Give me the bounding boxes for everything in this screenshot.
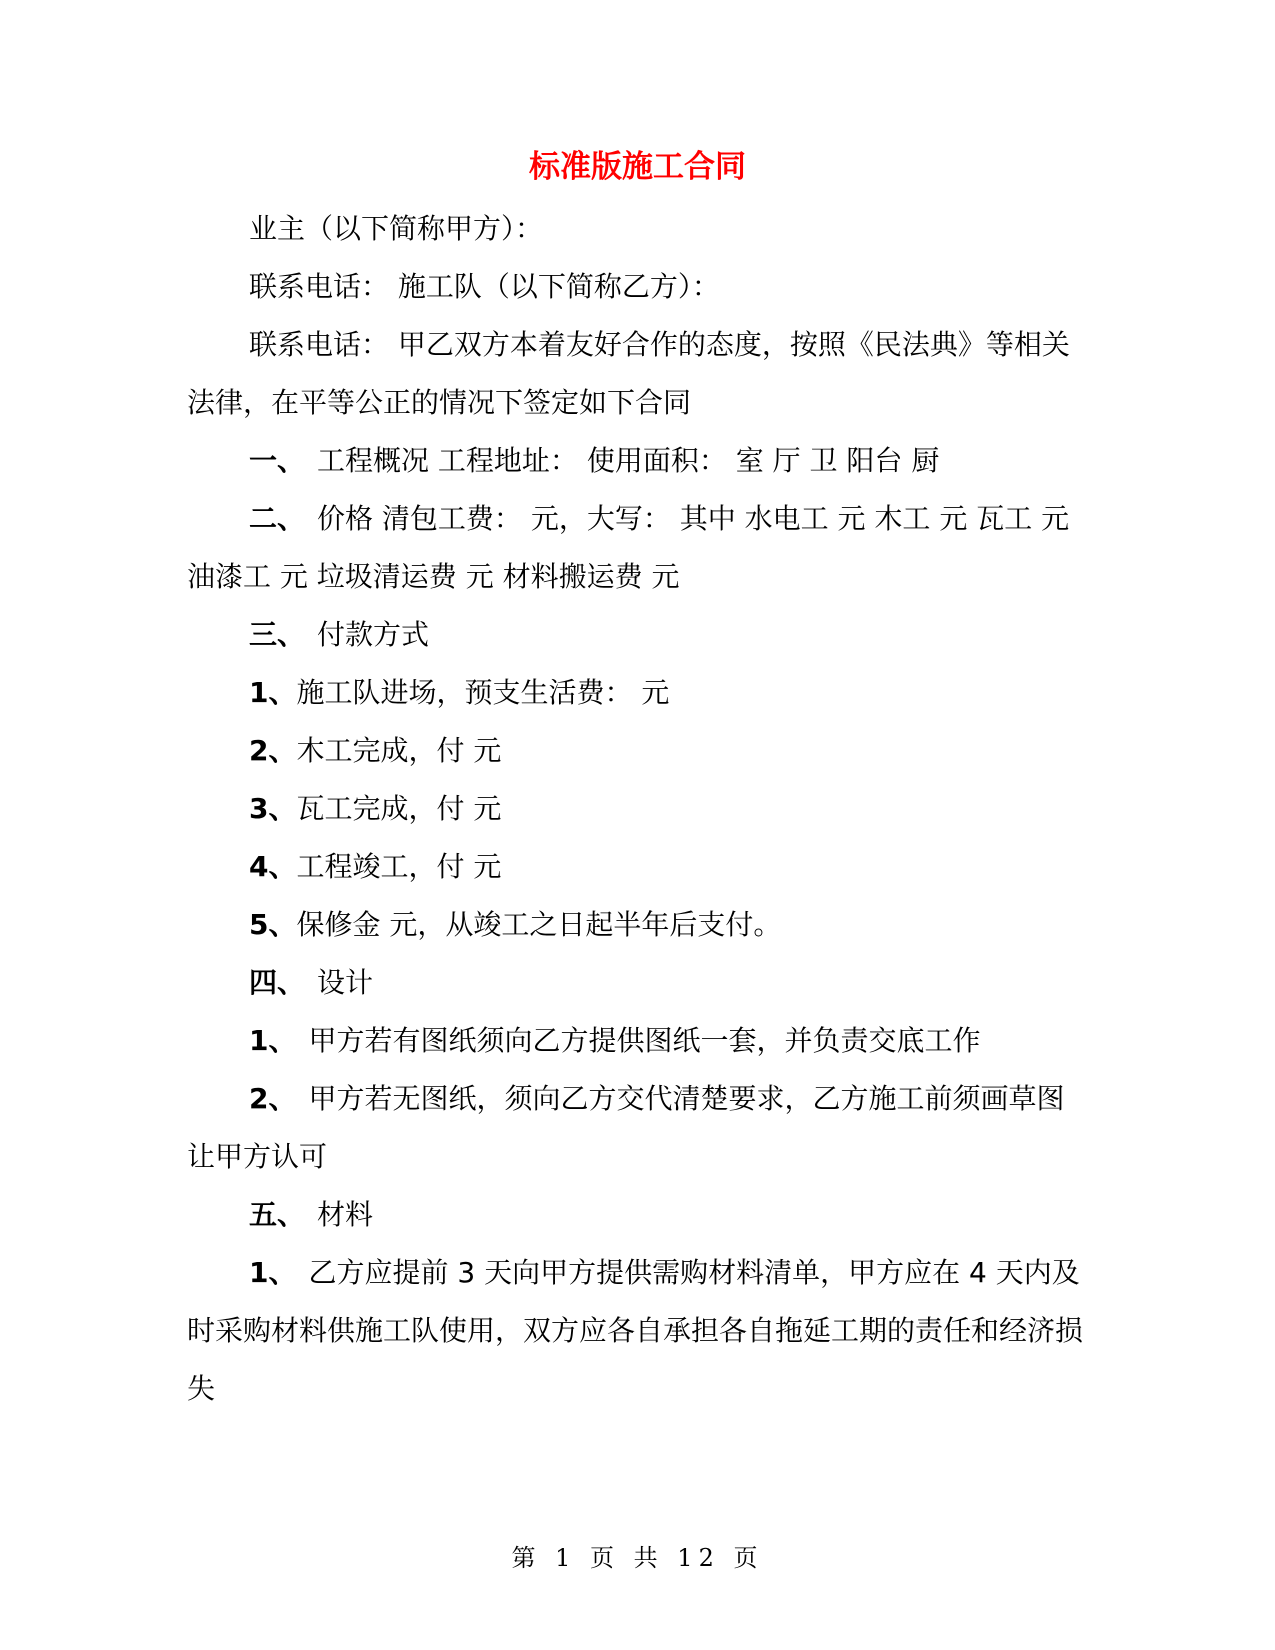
section-heading — [187, 954, 1087, 1012]
section-heading — [187, 606, 1087, 664]
section-number: 三、 — [249, 618, 306, 651]
paragraph-text: 联系电话： 施工队（以下简称乙方）： — [249, 270, 720, 303]
item-number: 3、 — [249, 792, 297, 825]
section-number: 一、 — [249, 444, 306, 477]
paragraph-text: 乙方应提前 3 天向甲方提供需购材料清单，甲方应在 4 天内及时采购材料供施工队使用，双方应各自承担各自拖延工期的责任和经济损失 — [187, 1256, 1084, 1405]
paragraph-text: 设计 — [317, 966, 374, 999]
section-heading — [187, 490, 1087, 606]
paragraph-text: 甲方若无图纸，须向乙方交代清楚要求，乙方施工前须画草图让甲方认可 — [187, 1082, 1065, 1173]
paragraph-text: 瓦工完成，付 元 — [296, 792, 502, 825]
paragraph-text: 联系电话： 甲乙双方本着友好合作的态度，按照《民法典》等相关法律，在平等公正的情况下签定如下合同 — [187, 328, 1070, 419]
paragraph — [187, 200, 1087, 258]
item-number: 1、 — [249, 1024, 297, 1057]
section-heading — [187, 1186, 1087, 1244]
list-item — [187, 1070, 1087, 1186]
list-item — [187, 1244, 1087, 1418]
list-item — [187, 664, 1087, 722]
item-number: 1、 — [249, 1256, 297, 1289]
document-title: 标准版施工合同 — [529, 149, 746, 185]
item-number: 2、 — [249, 1082, 297, 1115]
paragraph-text: 施工队进场，预支生活费： 元 — [296, 676, 670, 709]
section-heading — [187, 432, 1087, 490]
paragraph-text: 材料 — [317, 1198, 374, 1231]
item-number: 2、 — [249, 734, 297, 767]
list-item — [187, 722, 1087, 780]
paragraph — [187, 258, 1087, 316]
paragraph — [187, 316, 1087, 432]
list-item — [187, 838, 1087, 896]
item-number: 4、 — [249, 850, 297, 883]
paragraph-text: 保修金 元，从竣工之日起半年后支付。 — [296, 908, 782, 941]
paragraph-text: 工程竣工，付 元 — [296, 850, 502, 883]
paragraph-text: 业主（以下简称甲方）： — [249, 212, 544, 245]
list-item — [187, 896, 1087, 954]
paragraph-text: 工程概况 工程地址： 使用面积： 室 厅 卫 阳台 厨 — [317, 444, 940, 477]
paragraph-text: 木工完成，付 元 — [296, 734, 502, 767]
section-number: 五、 — [249, 1198, 306, 1231]
item-number: 5、 — [249, 908, 297, 941]
section-number: 二、 — [249, 502, 306, 535]
document-body — [187, 200, 1087, 1418]
paragraph-text: 付款方式 — [317, 618, 430, 651]
paragraph-text: 价格 清包工费： 元，大写： 其中 水电工 元 木工 元 瓦工 元 油漆工 元 垃圾清运费 元 材料搬运费 元 — [187, 502, 1070, 593]
section-number: 四、 — [249, 966, 306, 999]
item-number: 1、 — [249, 676, 297, 709]
list-item — [187, 780, 1087, 838]
list-item — [187, 1012, 1087, 1070]
page-footer: 第 1 页 共 12 页 — [511, 1544, 764, 1572]
paragraph-text: 甲方若有图纸须向乙方提供图纸一套，并负责交底工作 — [308, 1024, 981, 1057]
